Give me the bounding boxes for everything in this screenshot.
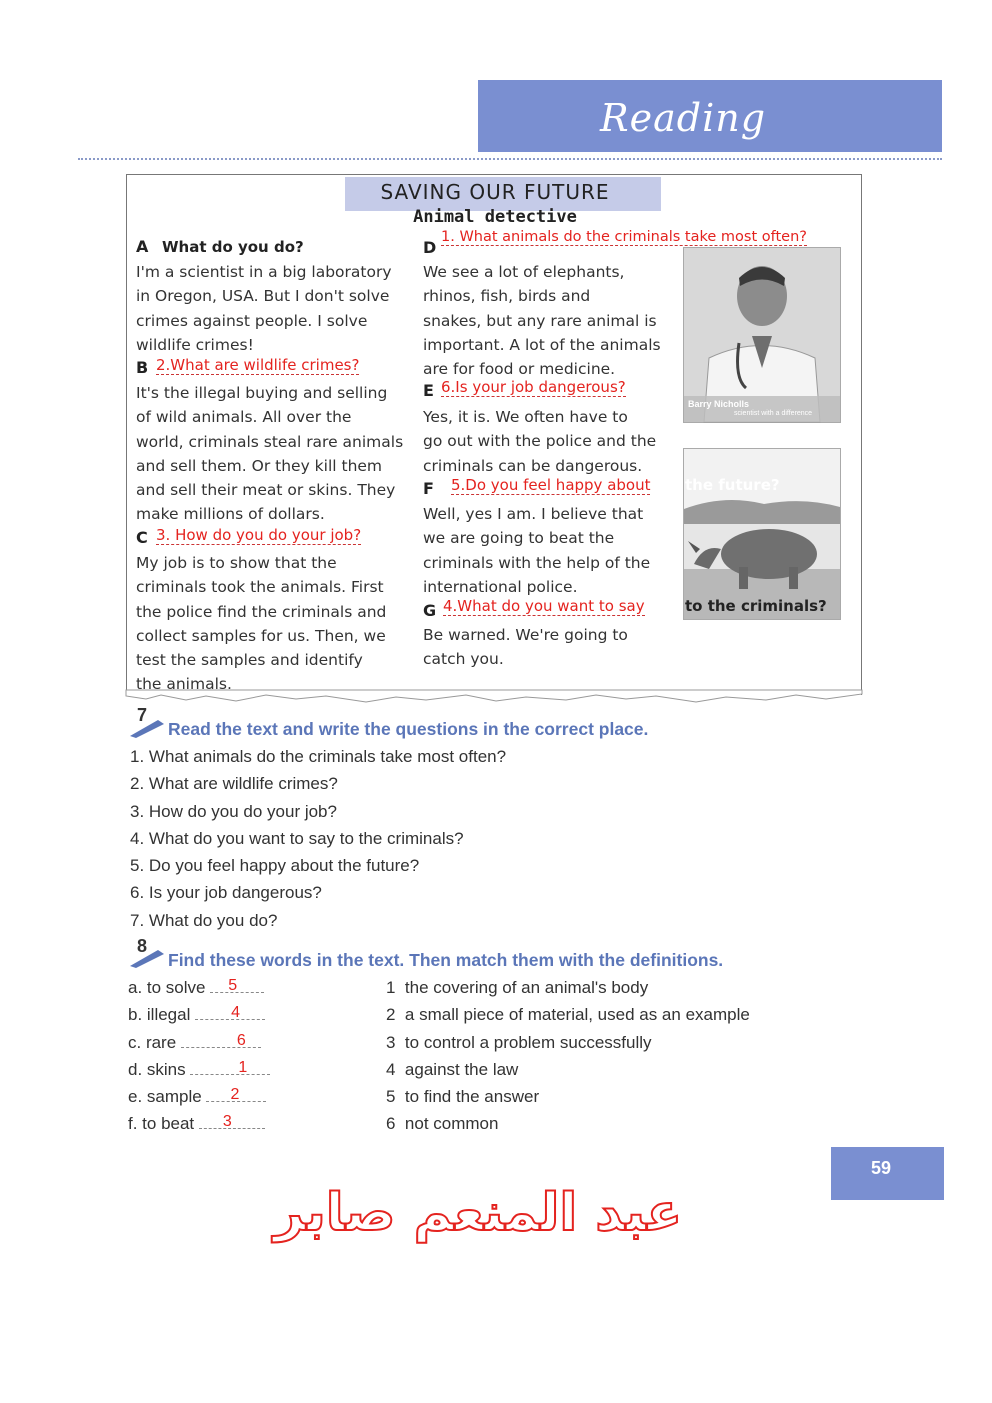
section-e-label bbox=[423, 381, 434, 400]
section-e-text bbox=[423, 405, 678, 478]
section-letter: G bbox=[423, 601, 437, 620]
handwritten-answer-g: 4.What do you want to say bbox=[443, 597, 645, 615]
definition-item: 4 against the law bbox=[386, 1059, 519, 1079]
handwritten-answer-c: 3. How do you do your job? bbox=[156, 526, 362, 544]
definition-item: 2 a small piece of material, used as an example bbox=[386, 1005, 750, 1025]
section-letter: B bbox=[136, 358, 149, 377]
list-item: 3. How do you do your job? bbox=[130, 801, 337, 821]
text-line: criminals can be dangerous. bbox=[423, 456, 643, 475]
exercise-7-number: 7 bbox=[137, 705, 148, 725]
handwritten-answer-f: 5.Do you feel happy about bbox=[451, 476, 651, 494]
handwritten-answer-d: 1. What animals do the criminals take most often? bbox=[441, 229, 807, 245]
dotted-divider bbox=[78, 158, 942, 160]
word-item: e. sample 2 bbox=[128, 1083, 378, 1110]
definition-item: 3 to control a problem successfully bbox=[386, 1032, 652, 1052]
list-item: 5. Do you feel happy about the future? bbox=[130, 856, 420, 876]
section-g-label bbox=[423, 601, 436, 620]
text-line: the police find the criminals and bbox=[136, 602, 387, 621]
text-line: in Oregon, USA. But I don't solve bbox=[136, 287, 390, 306]
photo-caption-sub: scientist with a difference bbox=[734, 410, 813, 417]
text-line: collect samples for us. Then, we bbox=[136, 626, 386, 645]
list-item: 4. What do you want to say to the criminals? bbox=[130, 828, 464, 848]
text-line: It's the illegal buying and selling bbox=[136, 384, 388, 402]
text-line: make millions of dollars. bbox=[136, 505, 325, 524]
section-a-label bbox=[136, 237, 304, 256]
text-line: important. A lot of the animals bbox=[423, 335, 661, 354]
text-line: test the samples and identify bbox=[136, 651, 363, 670]
section-f-label bbox=[423, 479, 434, 498]
section-f-text bbox=[423, 502, 678, 599]
printed-tail-f: the future? bbox=[685, 476, 780, 494]
signature-text: عبد المنعم صابر bbox=[273, 1183, 683, 1243]
list-item: 6. Is your job dangerous? bbox=[130, 883, 322, 903]
text-line: wildlife crimes! bbox=[136, 335, 254, 354]
text-line: criminals took the animals. First bbox=[136, 578, 384, 597]
section-letter: D bbox=[423, 238, 437, 257]
text-line: My job is to show that the bbox=[136, 554, 337, 572]
text-line: international police. bbox=[423, 577, 578, 596]
list-item: 1. What animals do the criminals take most often? bbox=[130, 747, 507, 766]
photo-caption: Barry Nicholls bbox=[688, 399, 750, 409]
word-answer: 5 bbox=[228, 977, 238, 994]
section-b-label bbox=[136, 358, 148, 377]
text-line: of wild animals. All over the bbox=[136, 408, 352, 427]
text-line: and sell their meat or skins. They bbox=[136, 481, 396, 500]
section-letter: A bbox=[136, 237, 149, 256]
text-line: go out with the police and the bbox=[423, 432, 657, 451]
printed-tail-g: to the criminals? bbox=[685, 597, 827, 615]
section-d-text bbox=[423, 260, 678, 381]
exercise-7-instruction: Read the text and write the questions in the correct place. bbox=[168, 719, 649, 739]
text-line: the animals. bbox=[136, 675, 232, 694]
word-answer: 2 bbox=[230, 1086, 240, 1104]
word-answer: 3 bbox=[222, 1113, 232, 1131]
signature bbox=[273, 1175, 683, 1250]
exercise-7-list bbox=[130, 743, 770, 934]
article-subtitle: Animal detective bbox=[413, 207, 577, 227]
text-line: crimes against people. I solve bbox=[136, 311, 368, 330]
text-line: We see a lot of elephants, bbox=[423, 263, 625, 281]
text-line: criminals with the help of the bbox=[423, 553, 651, 572]
section-c-text bbox=[136, 551, 416, 697]
section-letter: C bbox=[136, 528, 148, 547]
section-a-question: What do you do? bbox=[161, 238, 304, 256]
page-number: 59 bbox=[870, 1158, 892, 1178]
scientist-photo bbox=[683, 247, 841, 423]
handwritten-answer-b: 2.What are wildlife crimes? bbox=[156, 356, 360, 374]
text-line: Well, yes I am. I believe that bbox=[423, 505, 644, 523]
word-answer: 4 bbox=[231, 1004, 241, 1022]
text-line: Yes, it is. We often have to bbox=[423, 408, 628, 426]
section-b-text bbox=[136, 381, 416, 527]
word-item: d. skins 1 bbox=[128, 1056, 378, 1083]
text-line: snakes, but any rare animal is bbox=[423, 311, 657, 330]
text-line: catch you. bbox=[423, 650, 504, 669]
text-line: we are going to beat the bbox=[423, 529, 615, 548]
text-line: world, criminals steal rare animals bbox=[136, 432, 404, 451]
list-item: 7. What do you do? bbox=[130, 910, 278, 930]
section-g-text bbox=[423, 623, 678, 672]
definition-item: 1 the covering of an animal's body bbox=[386, 978, 649, 997]
text-line: Be warned. We're going to bbox=[423, 626, 628, 644]
section-a-text bbox=[136, 260, 416, 357]
word-item: a. to solve 5 bbox=[128, 974, 378, 1001]
section-letter: E bbox=[423, 381, 434, 400]
section-d-label bbox=[423, 238, 436, 257]
handwritten-answer-e: 6.Is your job dangerous? bbox=[441, 378, 626, 396]
text-line: are for food or medicine. bbox=[423, 360, 616, 379]
exercise-8-number: 8 bbox=[137, 936, 148, 956]
definition-list bbox=[386, 974, 846, 1138]
word-item: b. illegal 4 bbox=[128, 1001, 378, 1028]
definition-item: 6 not common bbox=[386, 1114, 499, 1134]
word-list bbox=[128, 974, 378, 1138]
word-item: f. to beat 3 bbox=[128, 1110, 378, 1137]
word-answer: 1 bbox=[238, 1058, 248, 1076]
rhino-photo bbox=[683, 448, 841, 620]
section-title: Reading bbox=[600, 96, 767, 140]
exercise-8-instruction: Find these words in the text. Then match them with the definitions. bbox=[168, 950, 724, 970]
text-line: I'm a scientist in a big laboratory bbox=[136, 263, 392, 281]
article-title: SAVING OUR FUTURE bbox=[380, 180, 610, 204]
scientist-illustration bbox=[684, 248, 840, 422]
word-item: c. rare 6 bbox=[128, 1029, 378, 1056]
word-answer: 6 bbox=[236, 1031, 246, 1049]
rhino-illustration bbox=[684, 449, 840, 619]
text-line: and sell them. Or they kill them bbox=[136, 456, 383, 475]
section-letter: F bbox=[423, 479, 434, 498]
section-c-label bbox=[136, 528, 148, 547]
definition-item: 5 to find the answer bbox=[386, 1087, 540, 1107]
list-item: 2. What are wildlife crimes? bbox=[130, 774, 338, 794]
text-line: rhinos, fish, birds and bbox=[423, 287, 591, 306]
